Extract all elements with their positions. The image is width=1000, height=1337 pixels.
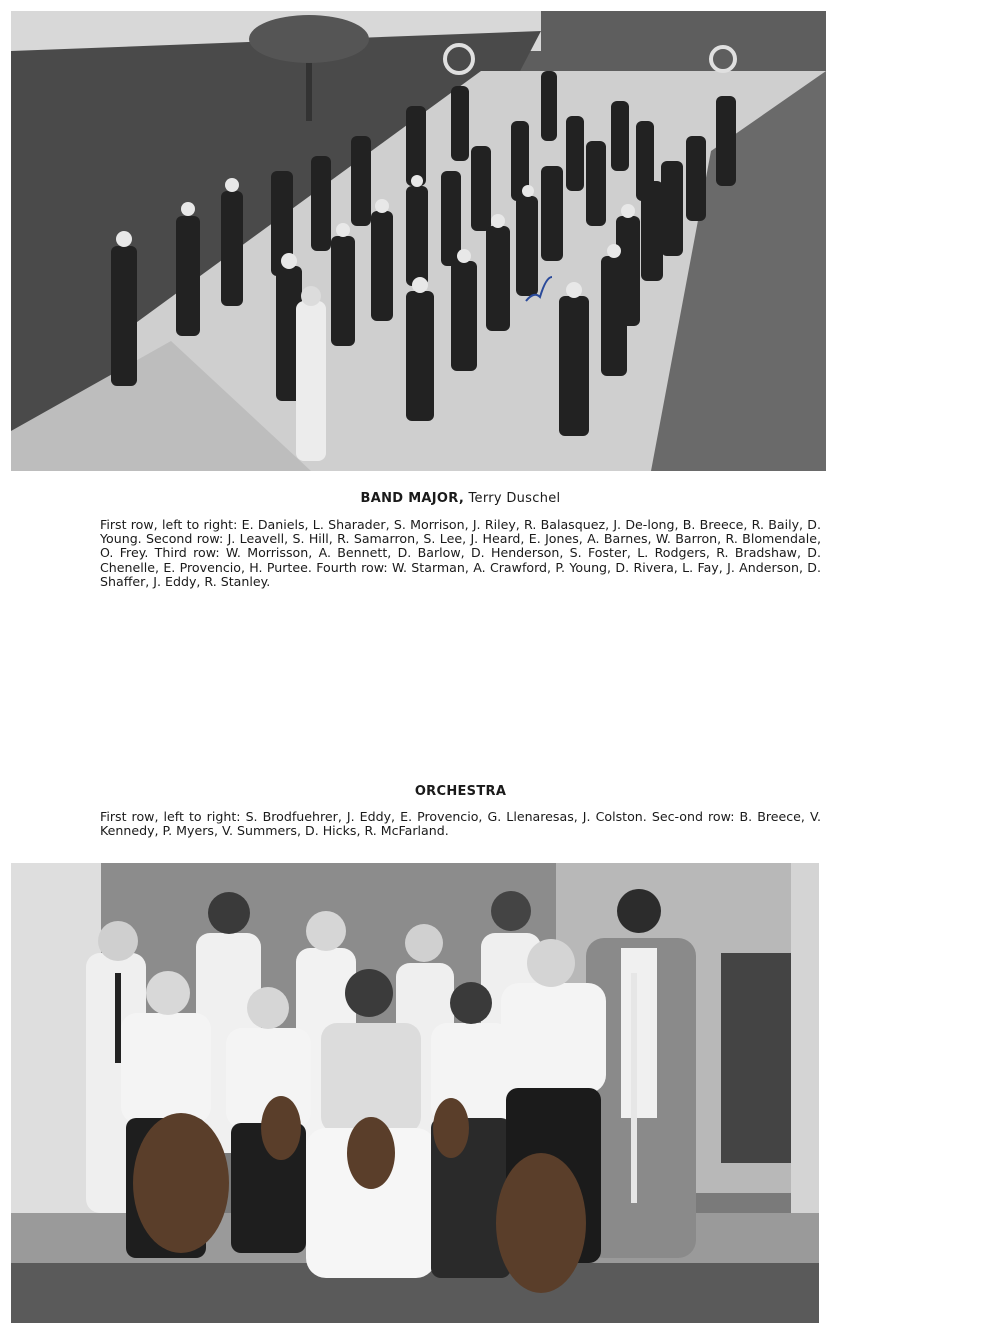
band-major-label: BAND MAJOR, xyxy=(360,491,465,506)
orchestra-photo xyxy=(11,863,819,1323)
orchestra-title: ORCHESTRA xyxy=(414,784,507,799)
orchestra-caption: First row, left to right: S. Brodfuehrer, J. Eddy, E. Provencio, G. Llenaresas, J. Colston. Sec-ond row: B. Breece, V. Kennedy, P. Myers, V. Summers, D. Hicks, R. McFarland. xyxy=(100,809,821,839)
band-major-name: Terry Duschel xyxy=(468,491,561,506)
band-caption: First row, left to right: E. Daniels, L. Sharader, S. Morrison, J. Riley, R. Balasquez, J. De-long, B. Breece, R. Baily, D. Young. Second row: J. Leavell, S. Hill, R. Samarron, S. Lee, J. Heard, E. Jones, A. Barnes, W. Barron, R. Blomendale, O. Frey. Third row: W. Morrisson, A. Bennett, D. Barlow, D. Henderson, S. Foster, L. Rodgers, R. Bradshaw, D. Chenelle, E. Provencio, H. Purtee. Fourth row: W. Starman, A. Crawford, P. Young, D. Rivera, L. Fay, J. Anderson, D. Shaffer, J. Eddy, R. Stanley. xyxy=(100,517,821,589)
band-photo xyxy=(11,11,826,471)
band-major-title xyxy=(100,491,821,506)
